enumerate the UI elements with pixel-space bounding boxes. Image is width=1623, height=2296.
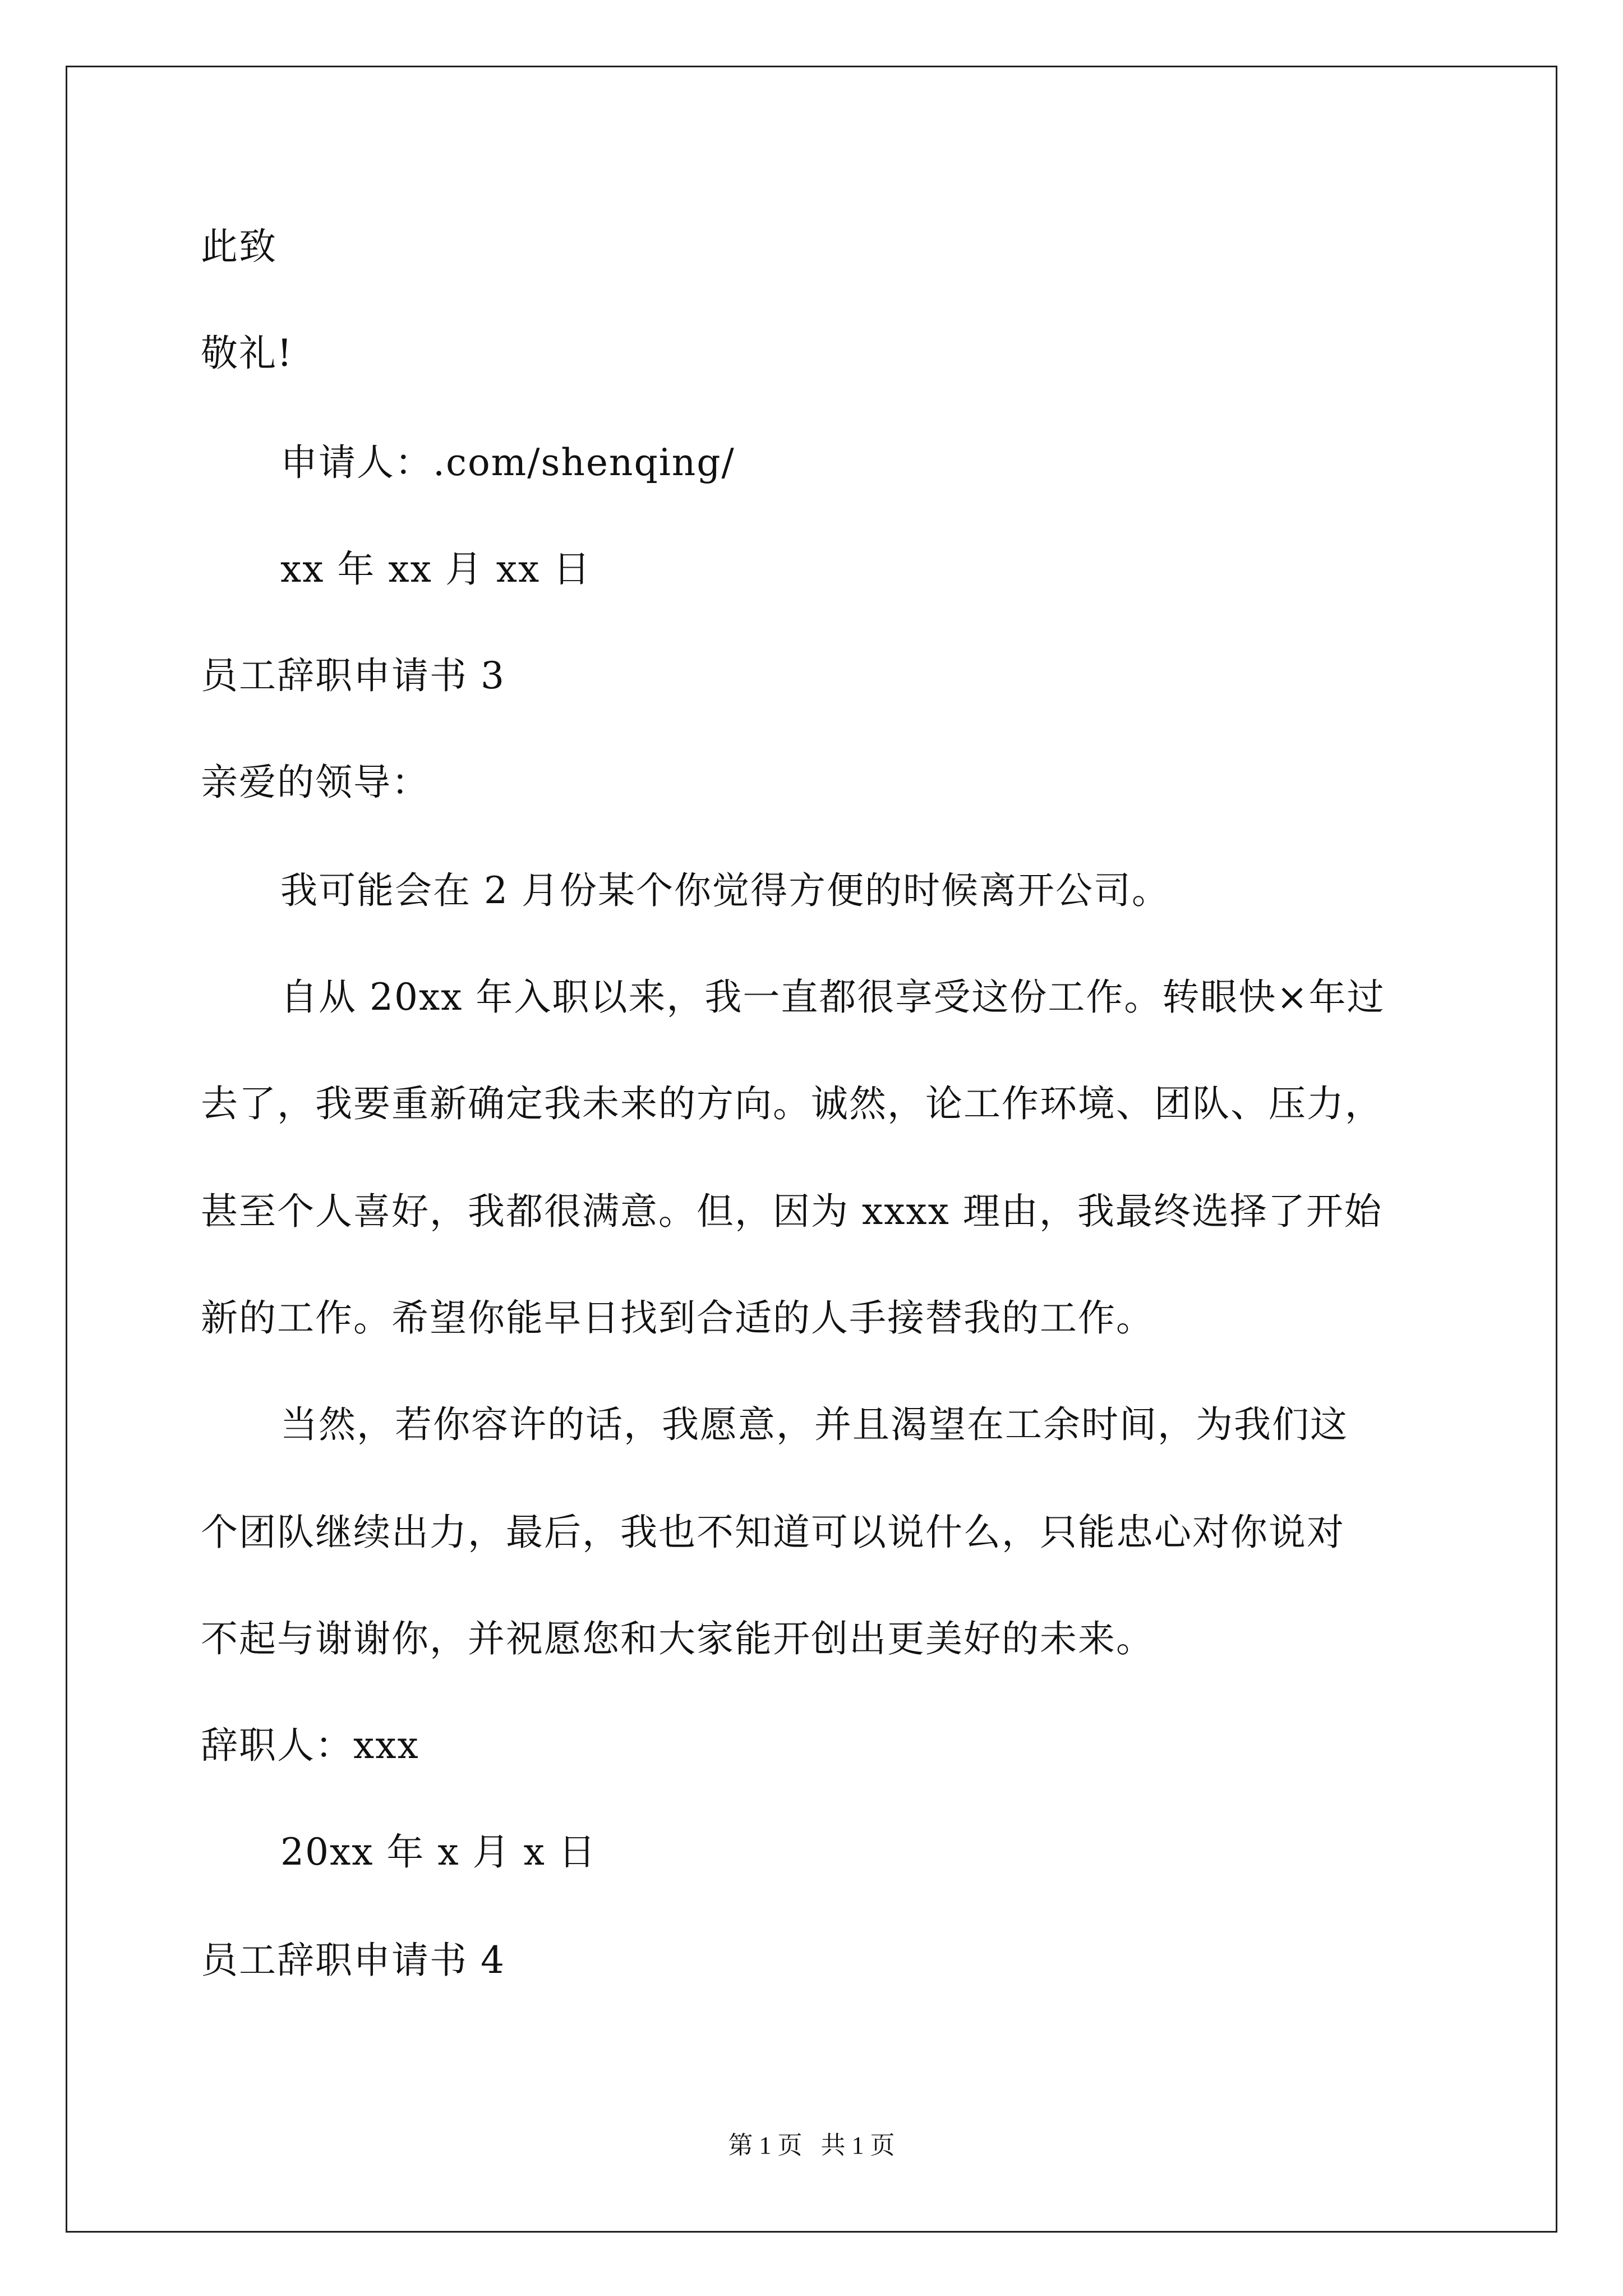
paragraph-3-line-1: 当然，若你容许的话，我愿意，并且渴望在工余时间，为我们这	[280, 1403, 1348, 1446]
date-line: xx 年 xx 月 xx 日	[280, 547, 592, 591]
applicant-line: 申请人：.com/shenqing/	[280, 441, 735, 484]
page-frame	[66, 66, 1557, 2233]
paragraph-3-line-2: 个团队继续出力，最后，我也不知道可以说什么，只能忠心对你说对	[201, 1511, 1345, 1554]
paragraph-1: 我可能会在 2 月份某个你觉得方便的时候离开公司。	[280, 869, 1170, 912]
page-footer: 第 1 页 共 1 页	[728, 2132, 895, 2159]
resign-date-line: 20xx 年 x 月 x 日	[280, 1830, 597, 1874]
resigner-line: 辞职人：xxx	[201, 1724, 419, 1767]
closing-salutation: 此致	[201, 225, 277, 268]
paragraph-2-line-4: 新的工作。希望你能早日找到合适的人手接替我的工作。	[201, 1296, 1154, 1340]
closing-respect: 敬礼!	[201, 332, 293, 375]
section-title-3: 员工辞职申请书 3	[201, 654, 505, 697]
paragraph-2-line-3: 甚至个人喜好，我都很满意。但，因为 xxxx 理由，我最终选择了开始	[201, 1190, 1382, 1233]
paragraph-2-line-2: 去了，我要重新确定我未来的方向。诚然，论工作环境、团队、压力，	[201, 1082, 1383, 1125]
paragraph-2-line-1: 自从 20xx 年入职以来，我一直都很享受这份工作。转眼快×年过	[280, 976, 1385, 1019]
paragraph-3-line-3: 不起与谢谢你，并祝愿您和大家能开创出更美好的未来。	[201, 1617, 1154, 1660]
greeting: 亲爱的领导：	[201, 761, 430, 804]
section-title-4: 员工辞职申请书 4	[201, 1939, 505, 1982]
